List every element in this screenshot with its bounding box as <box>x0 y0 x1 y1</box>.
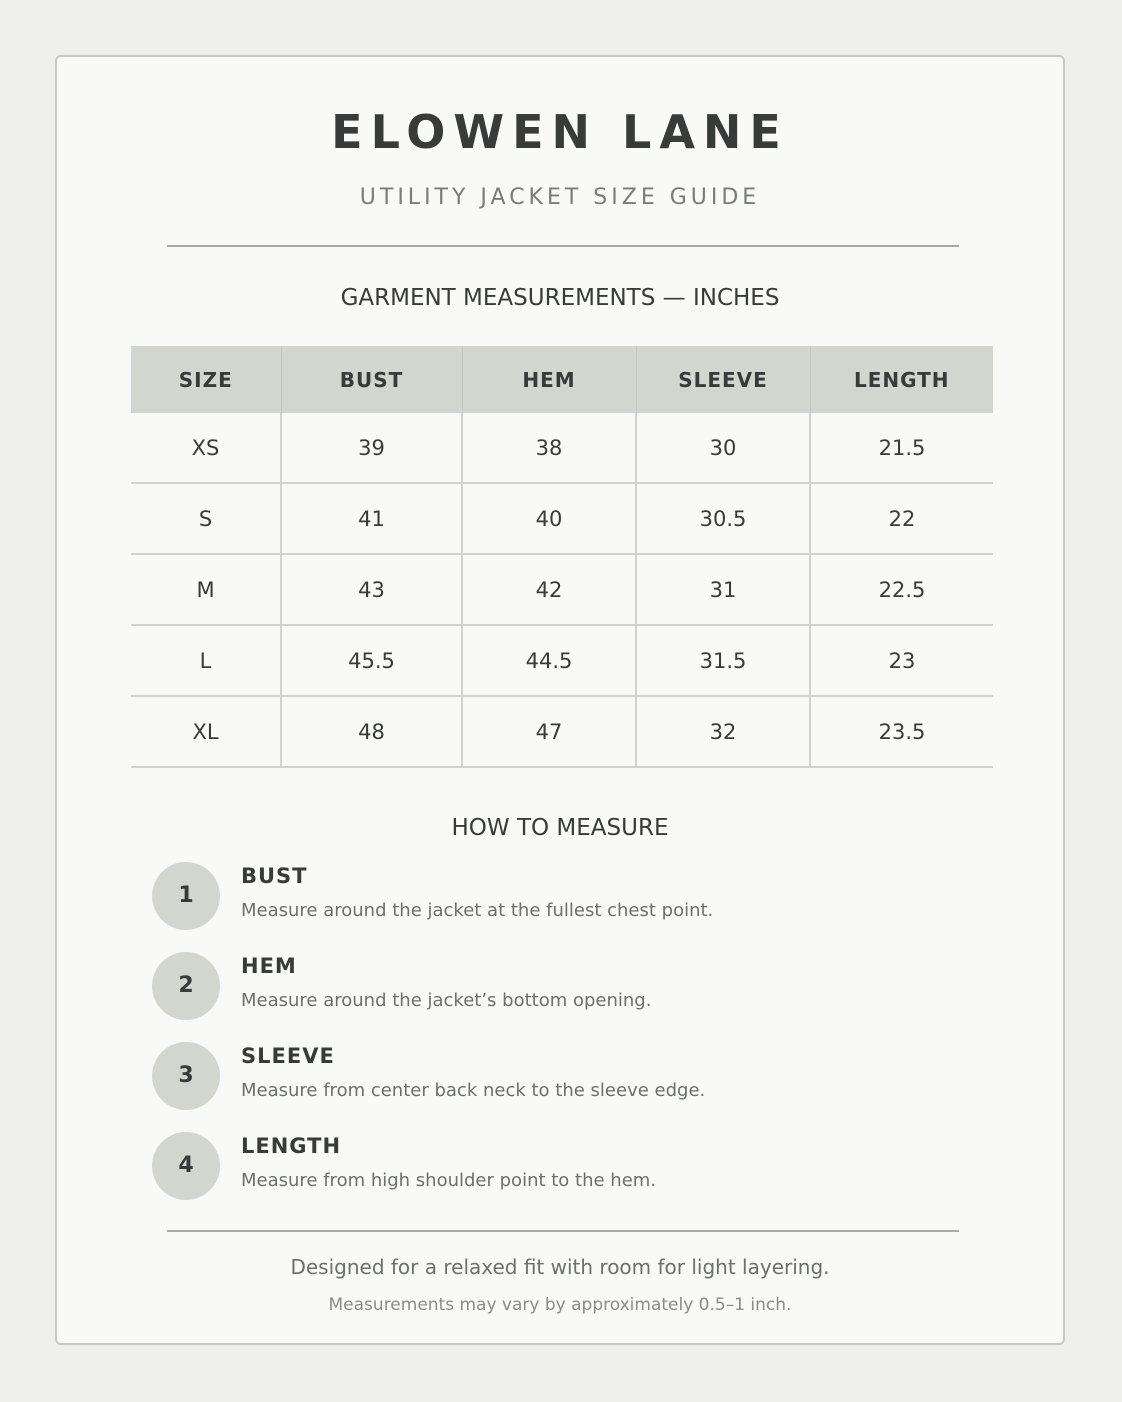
measure-step-sleeve <box>152 1042 952 1132</box>
step-number-badge: 3 <box>152 1042 220 1110</box>
step-name: HEM <box>241 954 297 978</box>
step-description: Measure from center back neck to the sleeve edge. <box>241 1080 706 1101</box>
step-name: SLEEVE <box>241 1044 335 1068</box>
step-number-badge: 2 <box>152 952 220 1020</box>
measurement-disclaimer: Measurements may vary by approximately 0.5–1 inch. <box>328 1295 792 1315</box>
size-table <box>131 346 993 768</box>
cell-bust: 48 <box>281 696 462 767</box>
header-size: SIZE <box>131 346 281 413</box>
measure-step-bust <box>152 862 952 952</box>
cell-hem: 47 <box>462 696 636 767</box>
cell-size: L <box>131 625 281 696</box>
cell-sleeve: 30 <box>636 413 810 483</box>
step-name: BUST <box>241 864 308 888</box>
cell-bust: 41 <box>281 483 462 554</box>
step-description: Measure around the jacket at the fullest chest point. <box>241 900 714 921</box>
cell-sleeve: 32 <box>636 696 810 767</box>
cell-length: 21.5 <box>810 413 993 483</box>
measure-step-hem <box>152 952 952 1042</box>
cell-bust: 43 <box>281 554 462 625</box>
table-row <box>131 483 993 554</box>
table-row <box>131 625 993 696</box>
header-hem: HEM <box>462 346 636 413</box>
cell-length: 23.5 <box>810 696 993 767</box>
step-name: LENGTH <box>241 1134 342 1158</box>
cell-bust: 39 <box>281 413 462 483</box>
cell-length: 23 <box>810 625 993 696</box>
step-description: Measure around the jacket’s bottom opening. <box>241 990 652 1011</box>
table-header-row <box>131 346 993 413</box>
header-bust: BUST <box>281 346 462 413</box>
cell-hem: 44.5 <box>462 625 636 696</box>
brand-title: ELOWEN LANE <box>331 105 789 159</box>
step-number-badge: 1 <box>152 862 220 930</box>
cell-hem: 38 <box>462 413 636 483</box>
table-title: GARMENT MEASUREMENTS — INCHES <box>340 285 780 311</box>
top-divider <box>167 245 959 247</box>
table-row <box>131 413 993 483</box>
measure-step-length <box>152 1132 952 1222</box>
cell-size: M <box>131 554 281 625</box>
cell-bust: 45.5 <box>281 625 462 696</box>
cell-sleeve: 31.5 <box>636 625 810 696</box>
cell-sleeve: 31 <box>636 554 810 625</box>
header-sleeve: SLEEVE <box>636 346 810 413</box>
cell-size: XS <box>131 413 281 483</box>
how-to-measure-title: HOW TO MEASURE <box>451 815 669 841</box>
cell-length: 22 <box>810 483 993 554</box>
cell-size: XL <box>131 696 281 767</box>
measure-steps <box>152 862 952 1222</box>
table-row <box>131 696 993 767</box>
cell-hem: 40 <box>462 483 636 554</box>
table-row <box>131 554 993 625</box>
cell-size: S <box>131 483 281 554</box>
size-guide-card <box>55 55 1065 1345</box>
fit-note: Designed for a relaxed fit with room for light layering. <box>290 1255 830 1279</box>
bottom-divider <box>167 1230 959 1232</box>
header-length: LENGTH <box>810 346 993 413</box>
cell-hem: 42 <box>462 554 636 625</box>
cell-length: 22.5 <box>810 554 993 625</box>
step-number-badge: 4 <box>152 1132 220 1200</box>
page-subtitle: UTILITY JACKET SIZE GUIDE <box>359 185 761 210</box>
step-description: Measure from high shoulder point to the hem. <box>241 1170 657 1191</box>
cell-sleeve: 30.5 <box>636 483 810 554</box>
